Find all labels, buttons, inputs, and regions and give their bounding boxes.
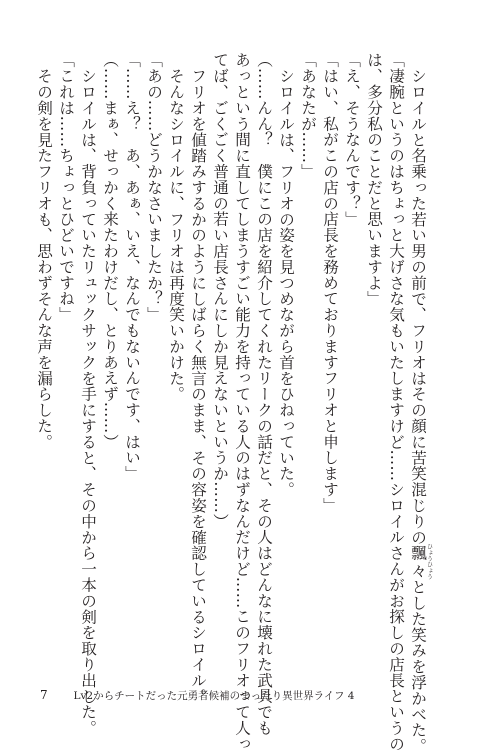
- text-line: てば、ごくごく普通の若い店長さんにしか見えないというか……）: [209, 52, 231, 672]
- text-line: シロイルは、フリオの姿を見つめながら首をひねっていた。: [275, 52, 297, 672]
- running-title: Lv2からチートだった元勇者候補のまったり異世界ライフ 4: [74, 688, 355, 703]
- ruby-base: 飄々: [409, 544, 427, 580]
- text-line: 「あなたが……」: [297, 52, 319, 672]
- text-line: は、多分私のことだと思いますよ」: [363, 52, 385, 672]
- text-line: [407, 52, 432, 672]
- text-line: 「……え？ あ、あぁ、いえ、なんでもないんです、はい」: [121, 52, 143, 672]
- text-line: あっという間に直してしまうすごい能力を持っている人のはずなんだけど……このフリオって人っ: [231, 52, 253, 672]
- text-line: 「凄腕というのはちょっと大げさな気もいたしますけど……シロイルさんがお探しの店長というの: [385, 52, 407, 672]
- page-number: 7: [40, 688, 70, 702]
- text-segment: シロイルと名乗った若い男の前で、フリオはその顔に苦笑混じりの: [409, 68, 427, 545]
- text-line: （……まぁ、せっかく来たわけだし、とりあえず……）: [99, 52, 121, 672]
- text-line: 「え、そうなんです？」: [341, 52, 363, 672]
- text-line: 「あの……どうかなさいましたか？」: [143, 52, 165, 672]
- text-line: そんなシロイルに、フリオは再度笑いかけた。: [165, 52, 187, 672]
- text-segment: とした笑みを浮かべた。: [409, 579, 427, 753]
- text-line: （……んん？ 僕にこの店を紹介してくれたリークの話だと、その人はどんなに壊れた武具でも: [253, 52, 275, 672]
- ruby-reading: ひょうひょう: [426, 544, 433, 580]
- text-line: フリオを値踏みするかのようにしばらく無言のまま、その容姿を確認しているシロイル。: [187, 52, 209, 672]
- text-line: 「はい、私がこの店の店長を務めておりますフリオと申します」: [319, 52, 341, 672]
- text-line: その剣を見たフリオも、思わずそんな声を漏らした。: [33, 52, 55, 672]
- ruby-annotation: [409, 545, 427, 579]
- page-footer: [40, 688, 354, 703]
- vertical-text-block: [33, 52, 432, 672]
- text-line: シロイルは、背負っていたリュックサックを手にすると、その中から一本の剣を取り出した。: [77, 52, 99, 672]
- text-line: 「これは……ちょっとひどいですね」: [55, 52, 77, 672]
